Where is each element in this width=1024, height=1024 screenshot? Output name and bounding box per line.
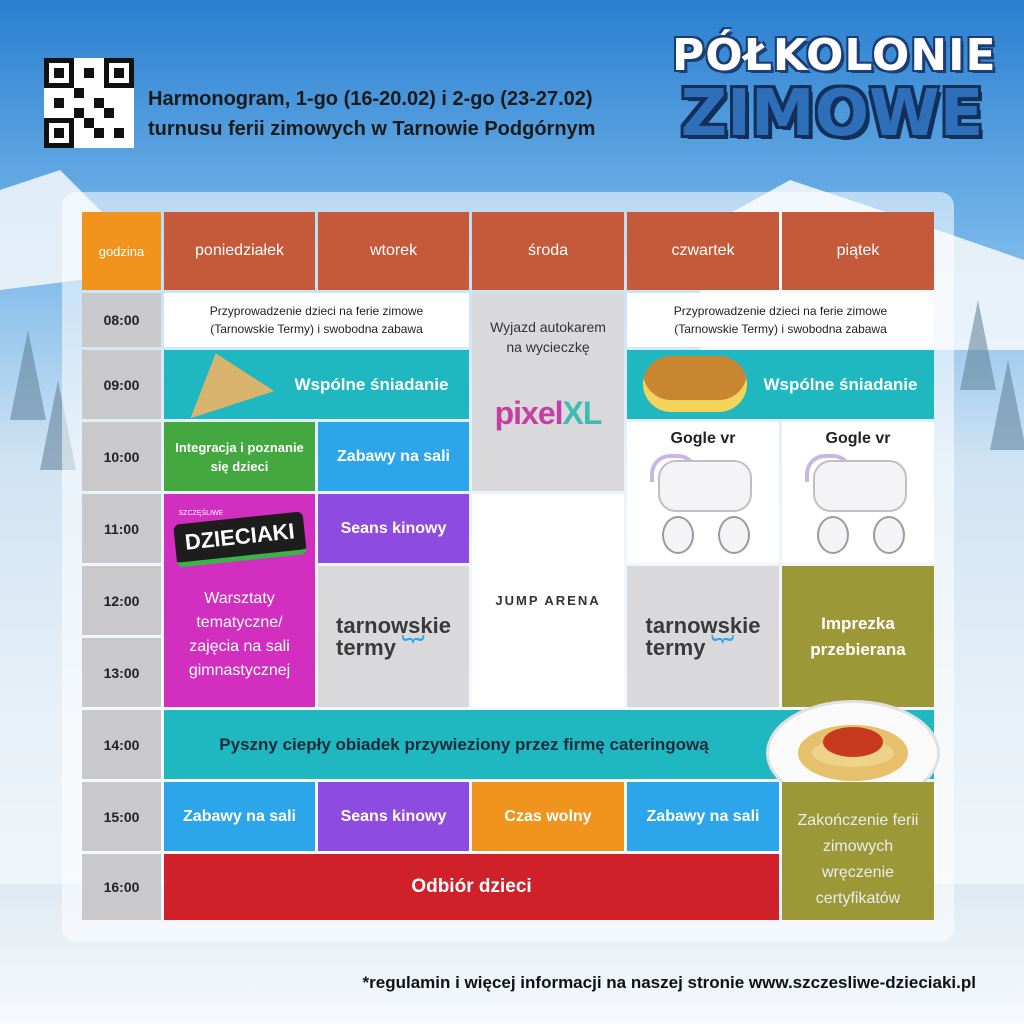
vr-label: Gogle vr: [670, 430, 736, 447]
time-1600: 16:00: [82, 854, 161, 920]
jump-arena-logo: JUMP ARENA: [495, 593, 601, 608]
cell-mon-tue-0800: Przyprowadzenie dzieci na ferie zimowe (Tarnowskie Termy) i swobodna zabawa: [164, 293, 469, 347]
workshops-label: Warsztaty tematyczne/ zajęcia na sali gimnastycznej: [188, 590, 291, 679]
cell-tue-termy: [318, 566, 469, 707]
termy-line-2: termy: [645, 634, 706, 660]
pixel-text: pixel: [494, 395, 563, 431]
cell-wed-trip: [472, 293, 624, 491]
vr-headset-icon: [648, 454, 758, 554]
time-0800: 08:00: [82, 293, 161, 347]
header-day-fri: piątek: [782, 212, 934, 290]
cell-thu-fri-0800: Przyprowadzenie dzieci na ferie zimowe (Tarnowskie Termy) i swobodna zabawa: [627, 293, 934, 347]
tarnowskie-termy-logo: tarnowskie termy ︸: [645, 612, 761, 660]
title-line-2: turnusu ferii zimowych w Tarnowie Podgórnym: [148, 118, 596, 140]
cell-mon-integration: Integracja i poznanie się dzieci: [164, 422, 315, 491]
header-day-thu: czwartek: [627, 212, 779, 290]
xl-text: XL: [562, 395, 602, 431]
cell-fri-ending: Zakończenie ferii zimowych wręczenie certyfikatów: [782, 782, 934, 920]
cell-fri-vr: [782, 422, 934, 563]
time-1200: 12:00: [82, 566, 161, 635]
cell-wed-free-time: Czas wolny: [472, 782, 624, 851]
termy-line-1: tarnowskie: [645, 612, 761, 638]
dzieciaki-small-text: SZCZĘŚLIWE: [178, 510, 224, 517]
logo-line-2: ZIMOWE: [680, 77, 984, 151]
cell-tue-cinema-1500: Seans kinowy: [318, 782, 469, 851]
vr-headset-icon: [803, 454, 913, 554]
time-1400: 14:00: [82, 710, 161, 779]
vr-label: Gogle vr: [825, 430, 891, 447]
tarnowskie-termy-logo: tarnowskie termy ︸: [336, 612, 451, 660]
pixelxl-logo: [495, 395, 602, 432]
time-1100: 11:00: [82, 494, 161, 563]
baguette-icon: [643, 356, 747, 412]
header-day-tue: wtorek: [318, 212, 469, 290]
cell-thu-termy: [627, 566, 779, 707]
cell-thu-vr: [627, 422, 779, 563]
cell-wed-jump-arena: [472, 494, 624, 707]
time-1300: 13:00: [82, 638, 161, 707]
header-day-mon: poniedziałek: [164, 212, 315, 290]
cell-thu-games: Zabawy na sali: [627, 782, 779, 851]
trip-label: Wyjazd autokarem na wycieczkę: [490, 319, 606, 355]
logo-line-1: PÓŁKOLONIE: [672, 30, 997, 81]
footer-note[interactable]: *regulamin i więcej informacji na naszej stronie www.szczesliwe-dzieciaki.pl: [362, 973, 976, 992]
cell-mon-games: Zabawy na sali: [164, 782, 315, 851]
header-day-wed: środa: [472, 212, 624, 290]
cell-mon-workshops: [164, 494, 315, 707]
termy-line-1: tarnowskie: [336, 612, 451, 638]
logo: [672, 30, 997, 151]
time-1000: 10:00: [82, 422, 161, 491]
cell-fri-party: Imprezka przebierana: [782, 566, 934, 707]
page-title: [148, 84, 595, 144]
title-line-1: Harmonogram, 1-go (16-20.02) i 2-go (23-27.02): [148, 88, 593, 110]
breakfast-label: Wspólne śniadanie: [294, 374, 449, 394]
dzieciaki-logo: [175, 510, 305, 561]
qr-code-icon[interactable]: [44, 58, 134, 148]
header-hour: godzina: [82, 212, 161, 290]
cell-tue-cinema: Seans kinowy: [318, 494, 469, 563]
cell-tue-games: Zabawy na sali: [318, 422, 469, 491]
termy-line-2: termy: [336, 634, 396, 660]
time-0900: 09:00: [82, 350, 161, 419]
breakfast-label: Wspólne śniadanie: [763, 374, 918, 394]
cell-pickup: Odbiór dzieci: [164, 854, 779, 920]
dzieciaki-text: DZIECIAKI: [173, 511, 307, 567]
cell-lunch: Pyszny ciepły obiadek przywieziony przez firmę cateringową: [164, 710, 934, 779]
time-1500: 15:00: [82, 782, 161, 851]
